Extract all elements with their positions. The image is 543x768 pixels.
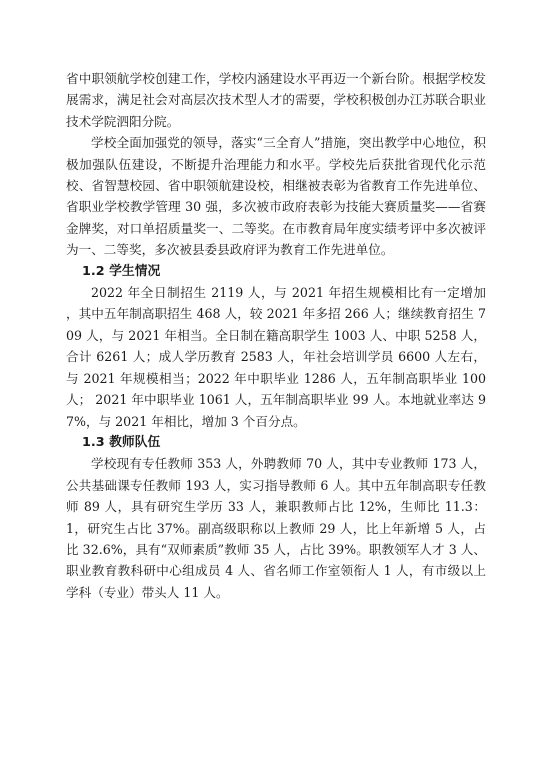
document-page [66,68,486,603]
students-paragraph: 2022 年全日制招生 2119 人，与 2021 年招生规模相比有一定增加 ，其中五年制高职招生 468 人，较 2021 年多招 266 人；继续教育招生 709 人，与 2021 年相当。全日制在籍高职学生 1003 人、中职 5258 人，合计 6261 人；成人学历教育 2583 人，年社会培训学员 6600 人左右，与 2021 年规模相当；2022 年中职毕业 1286 人，五年制高职毕业 100 人； 2021 年中职毕业 1061 人，五年制高职毕业 99 人。本地就业率达 97%，与 2021 年相比，增加 3 个百分点。 [66,285,486,429]
section-heading-teachers: 1.3 教师队伍 [82,434,161,450]
teachers-paragraph: 学校现有专任教师 353 人，外聘教师 70 人，其中专业教师 173 人，公共基础课专任教师 193 人，实习指导教师 6 人。其中五年制高职专任教师 89 人，具有研究生学历 33 人，兼职教师占比 12%，生师比 11.3：1，研究生占比 37%。副高级职称以上教师 29 人，比上年新增 5 人，占比 32.6%，具有“双师素质”教师 35 人，占比 39%。职教领军人才 3 人、职业教育教科研中心组成员 4 人、省名师工作室领衔人 1 人，有市级以上学科（专业）带头人 11 人。 [66,456,486,600]
intro-paragraph-continued: 省中职领航学校创建工作，学校内涵建设水平再迈一个新台阶。根据学校发展需求，满足社会对高层次技术型人才的需要，学校积极创办江苏联合职业技术学院泗阳分院。 [66,71,486,129]
section-heading-students: 1.2 学生情况 [82,263,161,279]
intro-paragraph-party-leadership: 学校全面加强党的领导，落实“三全育人”措施，突出教学中心地位，积极加强队伍建设，不断提升治理能力和水平。学校先后获批省现代化示范校、省智慧校园、省中职领航建设校，相继被表彰为省教育工作先进单位、省职业学校教学管理 30 强，多次被市政府表彰为技能大赛质量奖——省赛金牌奖，对口单招质量奖一、二等奖。在市教育局年度实绩考评中多次被评为一、二等奖，多次被县委县政府评为教育工作先进单位。 [66,135,486,258]
